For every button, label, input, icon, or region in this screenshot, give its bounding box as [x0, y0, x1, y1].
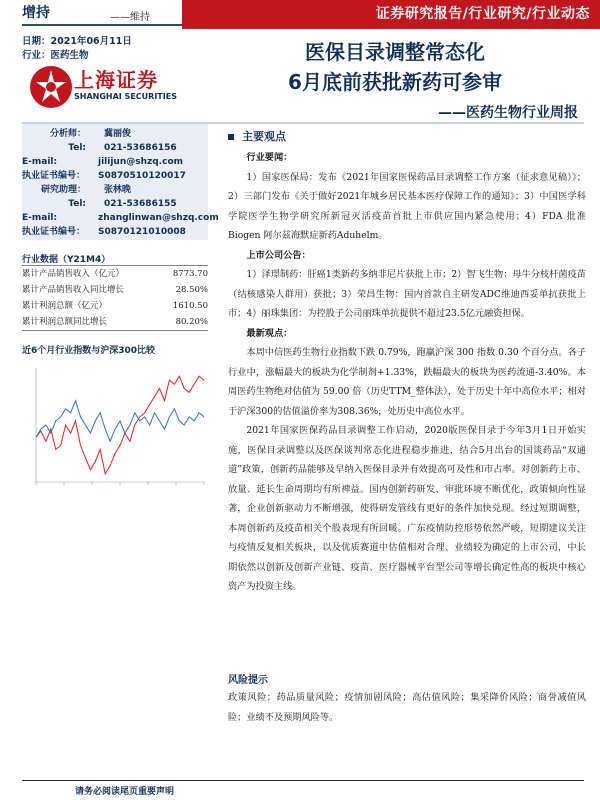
industry-data-label: 累计产品销售收入同比增长 — [22, 285, 125, 295]
industry-data-label: 累计利润总额（亿元） — [22, 301, 108, 311]
contact-label: E-mail: — [22, 213, 58, 223]
footer-disclaimer: 请务必阅读尾页重要声明 — [75, 787, 175, 797]
risk-body: 政策风险；药品质量风险；疫情加剧风险；高估值风险；集采降价风险；商誉减值风险；业绩不及预期风险等。 — [228, 692, 586, 723]
logo-text-cn: 上海证券 — [74, 68, 158, 92]
contact-value: S0870510120017 — [98, 171, 186, 181]
contact-label: Tel: — [68, 143, 86, 153]
contact-label: E-mail: — [22, 157, 58, 167]
contact-value: zhanglinwan@shzq.com — [98, 213, 219, 223]
view-paragraph-1: 本周中信医药生物行业指数下跌 0.79%，跑赢沪深 300 指数 0.30 个百分点。各子行业中，涨幅最大的板块为化学制剂+1.33%，跌幅最大的板块为医药流通-3.40%。本周医药生物绝对估值为 59.00 倍（历史TTM_整体法），处于历史十年中高位水平；相对于沪深300的估值溢价率为308.36%，处历史中高位水平。 — [228, 347, 586, 417]
contact-value: 021-53686155 — [104, 199, 177, 209]
contact-row — [22, 170, 208, 183]
contact-row — [22, 128, 208, 141]
rating-sub: ——维持 — [110, 12, 150, 23]
report-subtitle: ——医药生物行业周报 — [438, 105, 578, 121]
report-title-line1: 医保目录调整常态化 — [305, 40, 485, 64]
industry-data-row — [22, 282, 208, 298]
industry-data-value: 8773.70 — [172, 269, 208, 279]
contact-row — [22, 198, 208, 211]
contact-value: S0870121010008 — [98, 227, 186, 237]
news-heading: 行业要闻： — [246, 152, 293, 163]
contact-value: jilijun@shzq.com — [98, 157, 183, 167]
industry-data-row — [22, 314, 208, 330]
report-industry: 行业：医药生物 — [22, 50, 89, 61]
company-heading: 上市公司公告： — [246, 249, 311, 261]
report-type-banner: 证券研究报告/行业研究/行业动态 — [182, 0, 600, 29]
contact-value: 021-53686156 — [104, 143, 177, 153]
contact-row — [22, 142, 208, 155]
industry-data-label: 累计利润总额同比增长 — [22, 317, 108, 327]
contact-value: 张林晚 — [104, 185, 132, 195]
industry-data-value: 1610.50 — [172, 301, 208, 311]
contact-row — [22, 184, 208, 197]
industry-data-value: 80.20% — [175, 317, 208, 327]
bullet-square-icon — [228, 134, 234, 140]
contact-row — [22, 156, 208, 169]
industry-data-label: 累计产品销售收入（亿元） — [22, 269, 125, 279]
industry-data-row — [22, 298, 208, 314]
main-points-heading: 主要观点 — [228, 128, 286, 144]
chart-series-line-1 — [36, 376, 204, 474]
report-title-line2: 6月底前获批新药可参审 — [288, 70, 502, 94]
industry-data-bottom-rule — [22, 330, 208, 331]
view-paragraph-2: 2021年国家医保药品目录调整工作启动，2020版医保目录于今年3月1日开始实施，医保目录调整以及医保谈判常态化进程稳步推进，结合5月出台的国谈药品“双通道”政策，创新药品能够及早纳入医保目录并有效提高可及性和市占率。对创新药上市、放量、延长生命周期均有所裨益。国内创新药研发、审批环境不断优化，政策倾向性显著，企业创新驱动力不断增强，使得研发管线有更好的条件加快兑现。经过短期调整，本周创新药及疫苗相关个股表现有所回暖。广东疫情防控形势依然严峻，短期建议关注与疫情反复相关板块，以及优质赛道中估值相对合理、业绩较为确定的上市公司，中长期依然以创新及创新产业链、疫苗、医疗器械平台型公司等增长确定性高的板块中核心资产为投资主线。 — [228, 425, 586, 592]
contact-label: 研究助理： — [40, 185, 86, 195]
contact-row — [22, 226, 208, 239]
chart-title: 近6个月行业指数与沪深300比较 — [22, 346, 156, 356]
contact-value: 冀丽俊 — [104, 129, 132, 139]
news-body: 1）国家医保局：发布《2021年国家医保药品目录调整工作方案（征求意见稿）》；2）三部门发布《关于做好2021年城乡居民基本医疗保障工作的通知》；3）中国医学科学院医学生物学研究所新冠灭活疫苗首批上市供应国内紧急使用；4）FDA 批准 Biogen 阿尔兹海默症新药Aduhelm。 — [228, 171, 586, 241]
risk-heading: 风险提示 — [228, 675, 268, 686]
index-comparison-chart — [22, 362, 208, 504]
industry-data-heading: 行业数据（Y21M4） — [22, 255, 111, 265]
logo-emblem-icon — [26, 62, 76, 112]
rating: 增持 — [22, 5, 50, 21]
contact-label: 分析师： — [49, 129, 86, 139]
main-content — [228, 148, 586, 597]
contact-label: 执业证书编号： — [22, 171, 86, 181]
contact-label: Tel: — [68, 199, 86, 209]
view-heading: 最新观点： — [246, 327, 293, 339]
company-body: 1）泽璟制药：肝癌1类新药多纳非尼片获批上市；2）智飞生物：母牛分枝杆菌疫苗（结核感染人群用）获批；3）荣昌生物：国内首款自主研发ADC维迪西妥单抗获批上市；4）丽珠集团：为控股子公司丽珠单抗提供不超过23.5亿元融资担保。 — [228, 269, 586, 319]
logo-text-en: SHANGHAI SECURITIES — [74, 92, 177, 101]
rating-underline — [22, 24, 187, 26]
chart-series-line-2 — [36, 401, 204, 442]
industry-data-row — [22, 266, 208, 282]
report-date: 日期：2021年06月11日 — [22, 36, 132, 47]
industry-data-value: 28.50% — [175, 285, 208, 295]
contact-label: 执业证书编号： — [22, 227, 86, 237]
contact-row — [22, 212, 219, 225]
footer-rule — [22, 780, 584, 781]
